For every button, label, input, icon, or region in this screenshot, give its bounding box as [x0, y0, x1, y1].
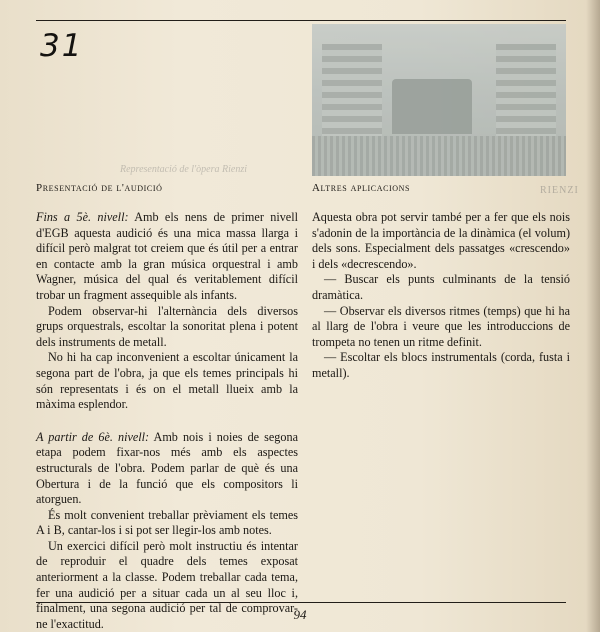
top-rule — [36, 20, 566, 21]
paragraph-lead: A partir de 6è. nivell: — [36, 429, 150, 444]
paragraph — [36, 430, 298, 508]
section-heading-presentacio: Presentació de l'audició — [36, 182, 163, 194]
bottom-rule — [36, 602, 566, 603]
paragraph: Un exercici difícil però molt instructiu és intentar de reproduir el quadre dels temes exposat anteriorment a la classe. Podem treballar cada tema, fer una audició per a situar cada un al seu lloc i, finalment, una segona audició per tal de comprovar-ne l'exactitud. — [36, 538, 298, 631]
show-through-label: RIENZI — [540, 185, 579, 196]
paragraph-lead: Fins a 5è. nivell: — [36, 210, 129, 224]
theater-audience — [312, 136, 566, 176]
section-heading-altres-aplicacions: Altres aplicacions — [312, 182, 411, 194]
paragraph-text: Amb nois i noies de segona etapa podem fixar-nos més amb els aspectes estructurals de l'obra. Podem parlar de què és una Obertura i de la funció que els compositors li atorguen. — [36, 429, 298, 507]
paragraph: És molt convenient treballar prèviament els temes A i B, cantar-los i si pot ser llegir-los amb notes. — [36, 507, 298, 538]
list-item: — Buscar els punts culminants de la tensió dramàtica. — [312, 272, 570, 302]
theater-stage — [392, 79, 472, 134]
chapter-number: 31 — [40, 28, 84, 64]
opera-house-illustration — [312, 24, 566, 176]
paragraph: Aquesta obra pot servir també per a fer que els nois s'adonin de la importància de la dinàmica (el volum) dels sons. Especialment dels passatges «crescendo» i dels «decrescendo». — [312, 210, 570, 271]
paragraph: No hi ha cap inconvenient a escoltar únicament la segona part de l'obra, ja que els temes principals hi són representats i és on el metall llueix amb la màxima esplendor. — [36, 350, 298, 412]
show-through-caption: Representació de l'òpera Rienzi — [120, 164, 248, 175]
page-number: 94 — [293, 607, 307, 622]
paragraph: Podem observar-hi l'alternància dels diversos grups orquestrals, escoltar la sonoritat plena i potent dels instruments de metall. — [36, 303, 298, 349]
list-item: — Escoltar els blocs instrumentals (corda, fusta i metall). — [312, 350, 570, 380]
list-item: — Observar els diversos ritmes (temps) que hi ha al llarg de l'obra i veure que les introduccions de trompeta no tenen un ritme definit. — [312, 303, 570, 349]
spine-shadow — [586, 0, 600, 632]
right-column — [312, 181, 570, 382]
paragraph-text: Amb els nens de primer nivell d'EGB aquesta audició és una mica massa llarga i difícil però malgrat tot creiem que és útil per a entrar en contacte amb la gran música orquestral i amb Wagner, música del qual és veritablement difícil trobar un fragment assequible als infants. — [36, 210, 298, 302]
paragraph — [36, 210, 298, 304]
paragraph-spacer — [36, 413, 298, 430]
left-column — [36, 181, 298, 632]
